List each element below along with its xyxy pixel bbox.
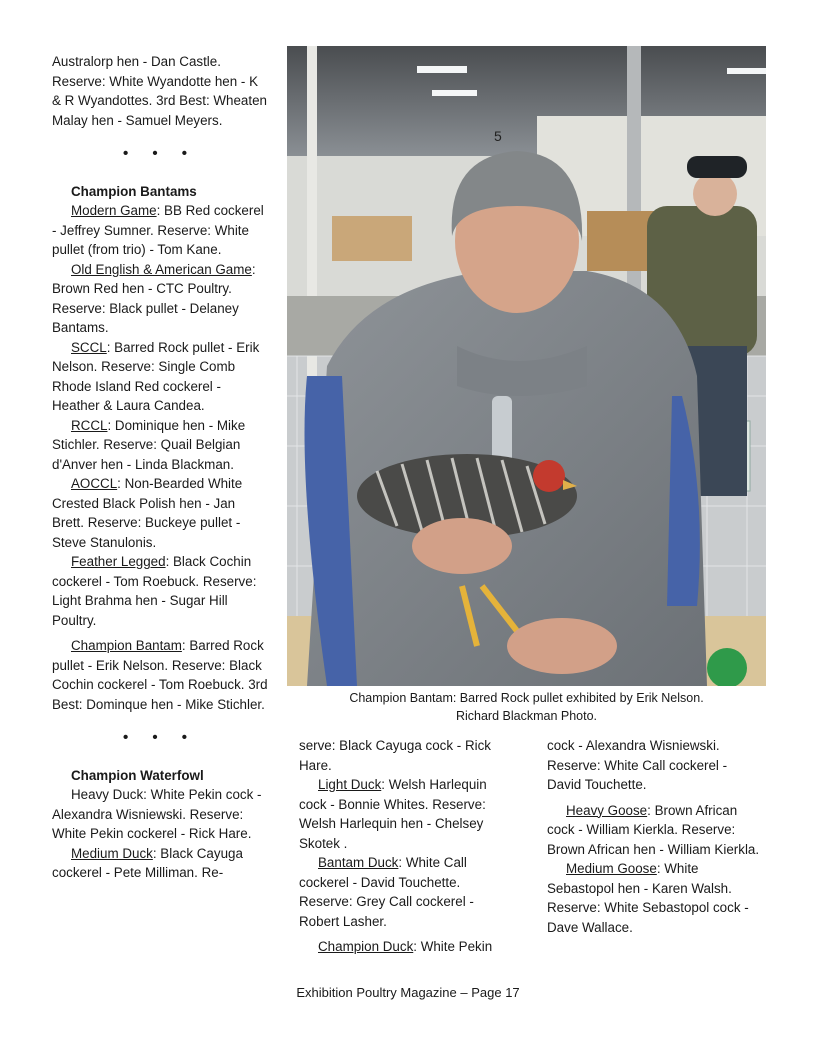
building-sign-number: 5 bbox=[494, 128, 502, 144]
champion-bantam-photo bbox=[287, 46, 766, 686]
entry-text: : Non-Bearded White Crested Black Polish hen - Jan Brett. Reserve: Buckeye pullet - Steve Stanulonis. bbox=[52, 476, 243, 550]
entry-label: Heavy Goose bbox=[566, 802, 648, 818]
entry-text: : Brown African cock - William Kierkla. Reserve: Brown African hen - William Kierkla. bbox=[547, 802, 760, 857]
entry-text: : White Pekin bbox=[413, 939, 493, 954]
bantam-entry-rccl bbox=[52, 416, 268, 475]
continued-text: cock - Alexandra Wisniewski. Reserve: White Call cockerel - David Touchette. bbox=[547, 738, 728, 792]
entry-text: : Black Cayuga cockerel - Pete Milliman. Re- bbox=[52, 845, 243, 880]
photo-illustration bbox=[287, 46, 766, 686]
waterfowl-entry-champion-duck bbox=[299, 937, 515, 957]
entry-text: : Barred Rock pullet - Erik Nelson. Reserve: Single Comb Rhode Island Red cockerel - Heather & Laura Candea. bbox=[52, 339, 260, 413]
waterfowl-entry-light-duck bbox=[299, 775, 515, 853]
bantam-entry-feather-legged bbox=[52, 552, 268, 630]
entry-text: : Barred Rock pullet - Erik Nelson. Reserve: Black Cochin cockerel - Tom Roebuck. 3rd Best: Dominque hen - Mike Stichler. bbox=[52, 638, 268, 712]
intro-paragraph: Australorp hen - Dan Castle. Reserve: White Wyandotte hen - K & R Wyandottes. 3rd Best: Wheaten Malay hen - Samuel Meyers. bbox=[52, 54, 267, 128]
section-separator: • • • bbox=[122, 145, 198, 162]
page-footer: Exhibition Poultry Magazine – Page 17 bbox=[296, 985, 520, 1000]
entry-label: Feather Legged bbox=[71, 554, 166, 569]
entry-label: SCCL bbox=[71, 339, 107, 355]
bantam-entry-old-english bbox=[52, 260, 268, 338]
photo-caption bbox=[287, 689, 766, 725]
waterfowl-entry-heavy-goose bbox=[547, 801, 765, 860]
bantam-entry-aoccl bbox=[52, 474, 268, 552]
bantams-heading: Champion Bantams bbox=[71, 183, 197, 199]
waterfowl-entry-medium-goose bbox=[547, 859, 765, 937]
entry-label: Old English & American Game bbox=[71, 261, 252, 277]
entry-text: : BB Red cockerel - Jeffrey Sumner. Reserve: White pullet (from trio) - Tom Kane. bbox=[52, 203, 264, 257]
entry-label: Modern Game bbox=[71, 203, 157, 218]
column-right bbox=[547, 736, 765, 937]
caption-line-1: Champion Bantam: Barred Rock pullet exhibited by Erik Nelson. bbox=[349, 691, 704, 705]
entry-text: : Dominique hen - Mike Stichler. Reserve: Quail Belgian d'Anver hen - Linda Blackman. bbox=[52, 417, 246, 472]
entry-label: Champion Duck bbox=[318, 939, 414, 954]
entry-text: : Welsh Harlequin cock - Bonnie Whites. Reserve: Welsh Harlequin hen - Chelsey Skotek . bbox=[299, 777, 487, 851]
entry-label: Light Duck bbox=[318, 777, 382, 792]
entry-text: : White Call cockerel - David Touchette. Reserve: Grey Call cockerel - Robert Lasher. bbox=[299, 855, 474, 929]
waterfowl-entry-bantam-duck bbox=[299, 853, 515, 931]
section-separator: • • • bbox=[122, 729, 198, 746]
caption-credit: Richard Blackman Photo. bbox=[455, 709, 598, 723]
entry-text: : Brown Red hen - CTC Poultry. Reserve: Black pullet - Delaney Bantams. bbox=[52, 261, 256, 335]
entry-label: Medium Goose bbox=[566, 861, 657, 876]
column-middle bbox=[299, 736, 515, 957]
waterfowl-entry-heavy-duck: Heavy Duck: White Pekin cock - Alexandra Wisniewski. Reserve: White Pekin cockerel - Rick Hare. bbox=[52, 787, 262, 841]
column-left bbox=[52, 52, 268, 883]
bantam-entry-modern-game bbox=[52, 201, 268, 260]
bantam-entry-champion bbox=[52, 636, 268, 714]
entry-label: Bantam Duck bbox=[318, 855, 399, 870]
entry-text: : Black Cochin cockerel - Tom Roebuck. Reserve: Light Brahma hen - Sugar Hill Poultry. bbox=[52, 554, 257, 628]
waterfowl-entry-medium-duck bbox=[52, 844, 268, 883]
entry-text: : White Sebastopol hen - Karen Walsh. Reserve: White Sebastopol cock - Dave Wallace. bbox=[547, 861, 749, 935]
entry-label: AOCCL bbox=[71, 476, 118, 491]
entry-label: Champion Bantam bbox=[71, 638, 182, 653]
entry-label: Medium Duck bbox=[71, 845, 153, 861]
continued-text: serve: Black Cayuga cock - Rick Hare. bbox=[299, 738, 491, 773]
bantam-entry-sccl bbox=[52, 338, 268, 416]
entry-label: RCCL bbox=[71, 417, 108, 433]
waterfowl-heading: Champion Waterfowl bbox=[71, 767, 204, 783]
